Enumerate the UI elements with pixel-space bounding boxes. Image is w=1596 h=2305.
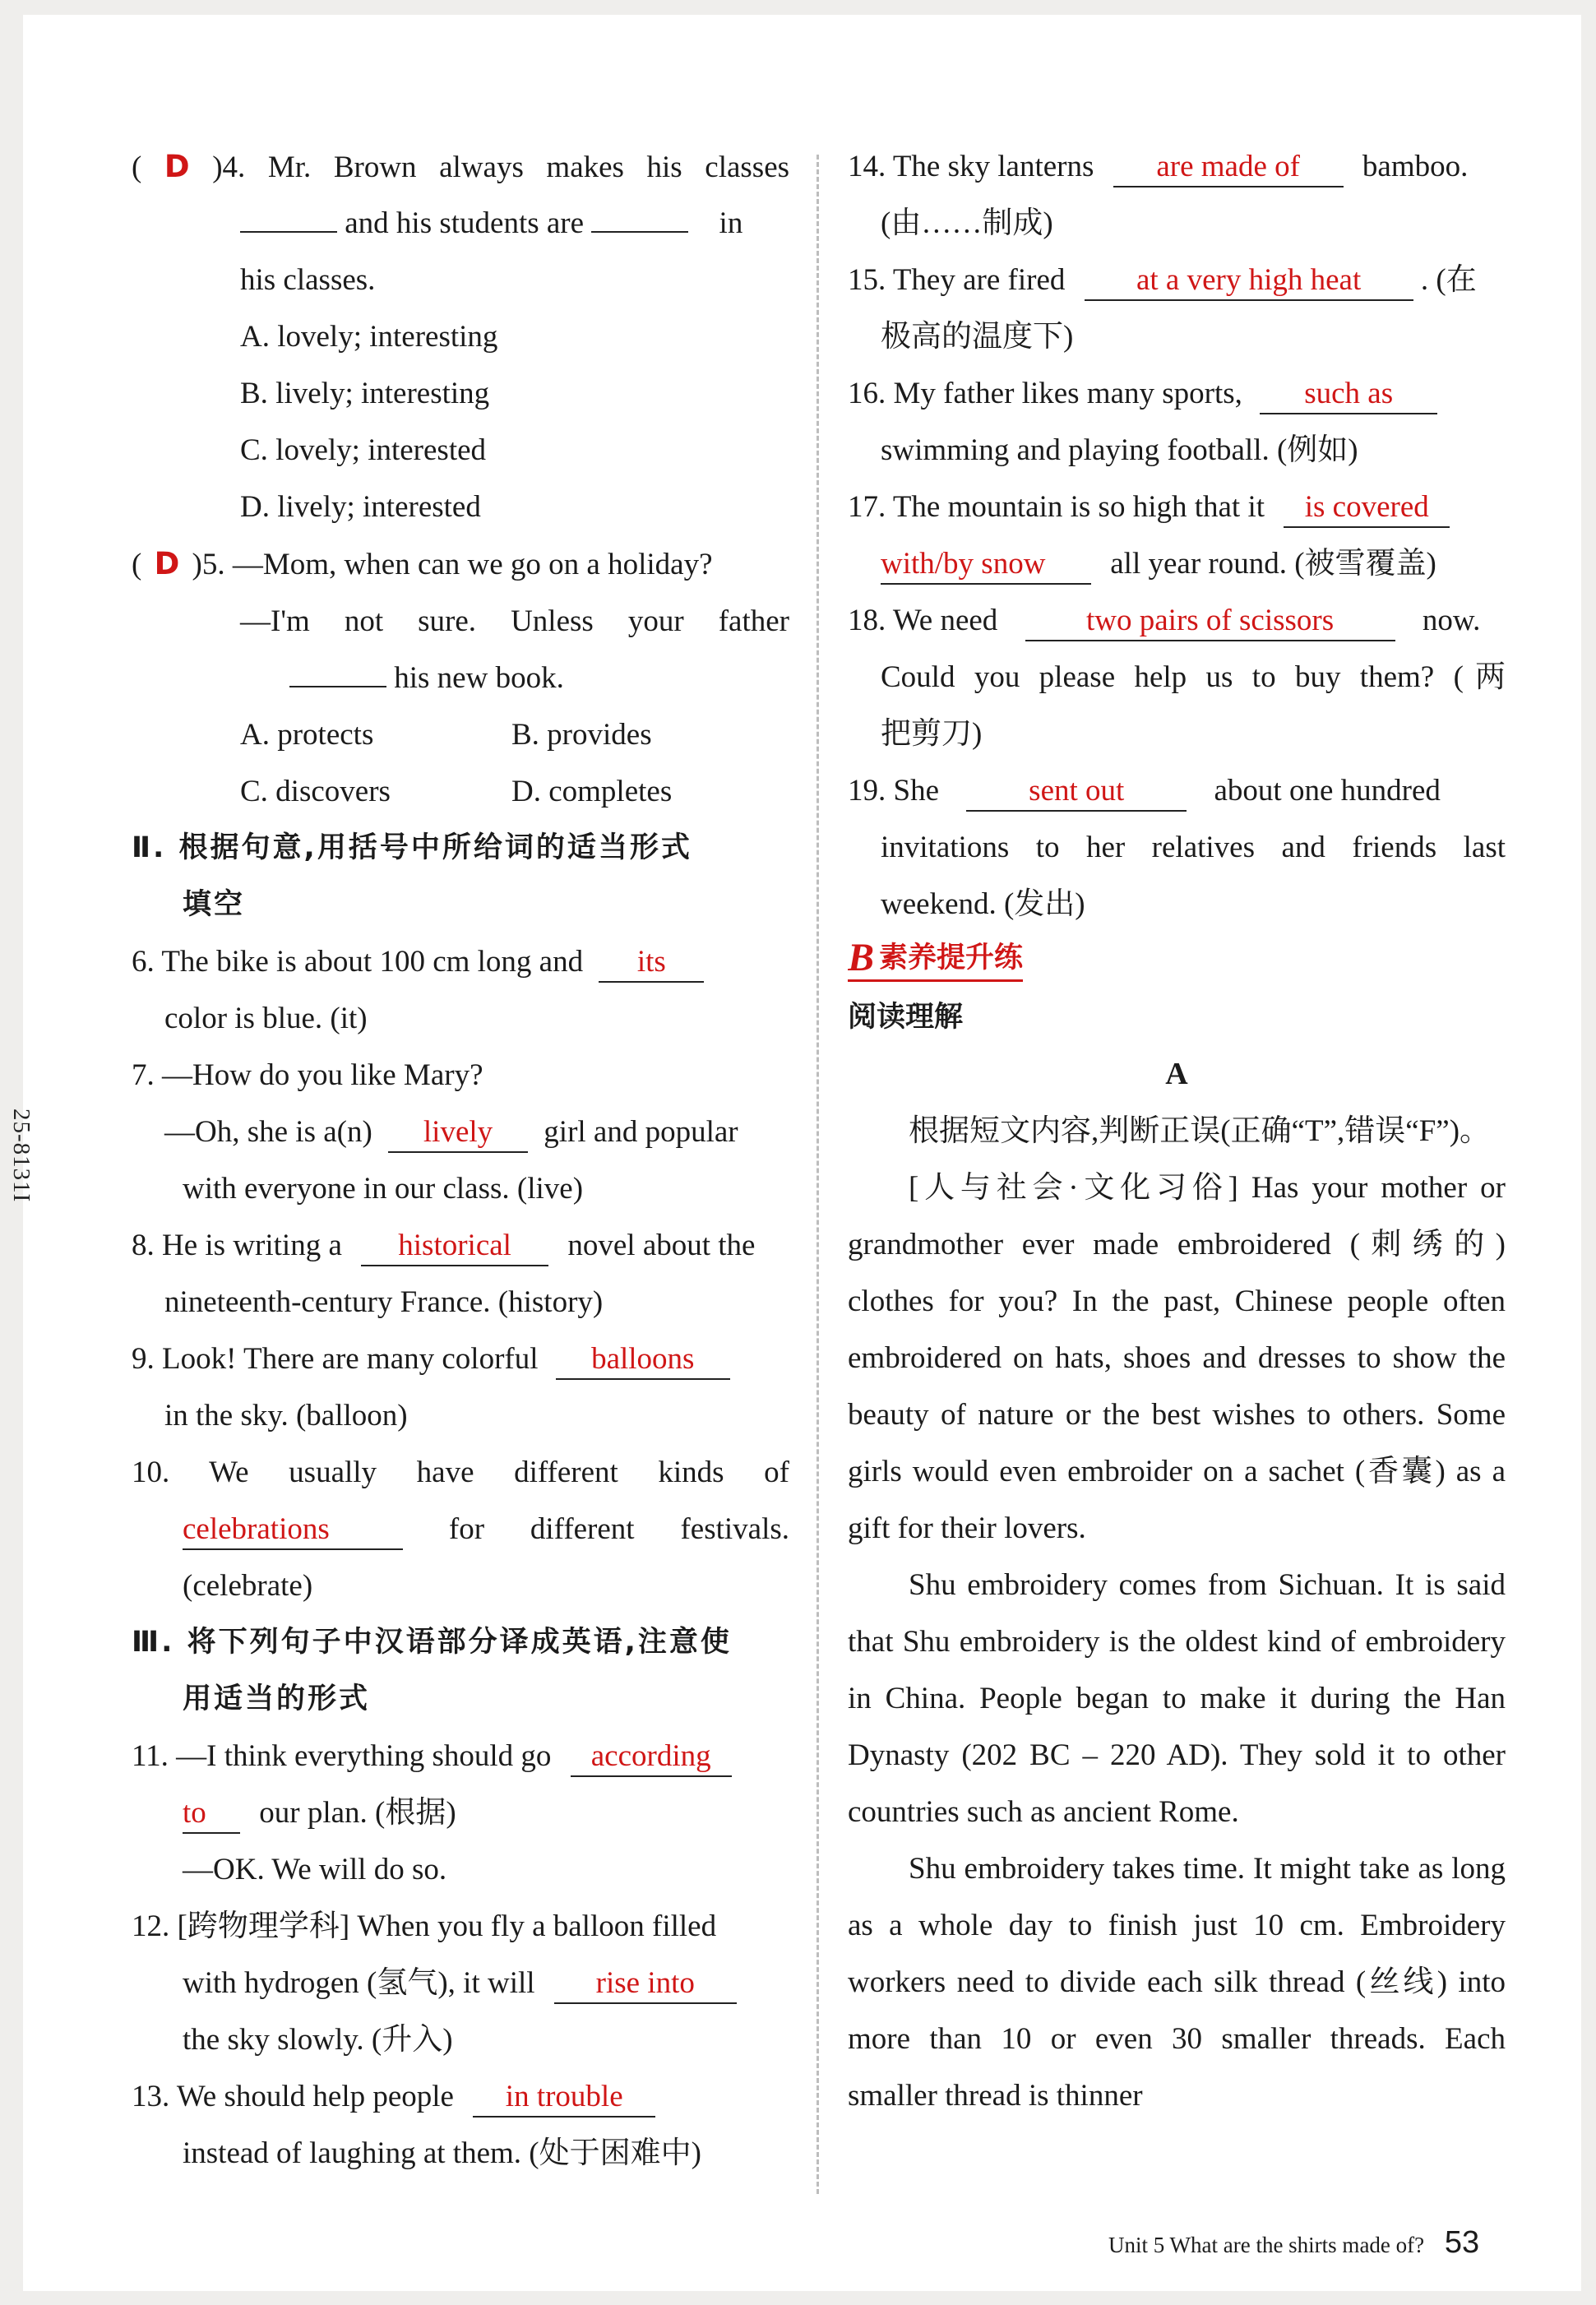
q11-line2: to our plan. (根据) [132,1784,789,1841]
q8-answer: historical [361,1229,548,1266]
section-b-title: 素养提升练 [879,942,1024,974]
q5-answer: D [154,546,180,581]
q18-line3: 把剪刀) [881,717,983,751]
section2-title-cont: 填空 [183,888,246,921]
q4-line1: ( D )4. Mr. Brown always makes his classes [132,149,789,184]
q4-answer: D [164,149,190,184]
q12-line1: 12. [跨物理学科] When you fly a balloon filled [132,1909,717,1943]
reading-title: 阅读理解 [848,1001,964,1034]
q4-option-d: D. lively; interested [240,490,481,524]
q15-line1: 15. They are fired at a very high heat . (在 [848,252,1506,308]
page-footer [1108,2225,1479,2261]
q11-answer-2: to [183,1796,240,1834]
q6-answer: its [599,945,704,983]
q5-line1: ( D )5. —Mom, when can we go on a holiday? [132,546,713,581]
q6-line2: color is blue. (it) [164,1002,368,1035]
footer-unit: Unit 5 What are the shirts made of? [1108,2233,1425,2257]
q19-line3: weekend. (发出) [881,887,1085,921]
left-column [132,138,789,2182]
q4-blank-1 [240,195,337,233]
q4-line3: his classes. [240,263,376,297]
q5-blank [289,650,386,687]
q15-answer: at a very high heat [1085,263,1413,301]
q5-options-row2 [132,763,789,820]
q13-line1: 13. We should help people in trouble [132,2068,789,2125]
q16-line1: 16. My father likes many sports, such as [848,365,1506,422]
section2-title: Ⅱ. 根据句意,用括号中所给词的适当形式 [132,831,692,864]
q18-line1: 18. We need two pairs of scissors now. [848,592,1506,649]
q4-option-b: B. lively; interesting [240,377,490,410]
column-divider [817,155,819,2194]
q14-answer: are made of [1113,150,1344,187]
q5-option-b: B. provides [511,718,652,752]
q4-option-c: C. lovely; interested [240,433,487,467]
q9-answer: balloons [556,1342,730,1380]
q5-option-c: C. discovers [240,775,391,808]
q4-option-a: A. lovely; interesting [240,320,498,354]
q18-answer: two pairs of scissors [1025,604,1395,641]
q14-line1: 14. The sky lanterns are made of bamboo. [848,138,1506,195]
q8-line2: nineteenth-century France. (history) [164,1285,604,1319]
q15-line2: 极高的温度下) [881,320,1074,354]
q4-blank-2 [591,195,688,233]
section-b-letter: B [848,936,875,979]
page-number: 53 [1444,2225,1480,2260]
q5-line2: —I'm not sure. Unless your father [240,604,789,638]
q7-line2: —Oh, she is a(n) lively girl and popular [132,1104,789,1160]
q6-line1: 6. The bike is about 100 cm long and its [132,933,789,990]
q18-line2: Could you please help us to buy them? (两 [881,660,1506,694]
page [8,15,1581,2291]
section-b-badge [848,937,1023,982]
q7-line3: with everyone in our class. (live) [183,1172,584,1206]
q5-options-row1 [132,706,789,763]
instruction: 根据短文内容,判断正误(正确“T”,错误“F”)。 [909,1114,1491,1148]
q16-answer: such as [1260,377,1437,414]
paragraph-3: Shu embroidery takes time. It might take as long as a whole day to finish just 10 cm. Embroidery workers need to divide each silk thread (丝线) into more than 10 or even 30 smaller threads. Each smaller thread is thinner [848,1852,1506,2113]
q19-line1: 19. She sent out about one hundred [848,762,1506,819]
q5-line3: his new book. [132,650,789,706]
paragraph-2: Shu embroidery comes from Sichuan. It is said that Shu embroidery is the oldest kind of embroidery in China. People began to make it during the Han Dynasty (202 BC – 220 AD). They sold it to other countries such as ancient Rome. [848,1568,1506,1829]
q17-line1: 17. The mountain is so high that it is covered [848,479,1506,535]
paragraph-1: [人与社会·文化习俗] Has your mother or grandmother ever made embroidered (刺绣的) clothes for you? In the past, Chinese people often embroidered on hats, shoes and dresses to show the beauty of nature or the best wishes to others. Some girls would even embroider on a sachet (香囊) as a gift for their lovers. [848,1171,1506,1545]
q5-option-a: A. protects [240,718,374,752]
section3-title: Ⅲ. 将下列句子中汉语部分译成英语,注意使 [132,1626,732,1659]
q19-answer: sent out [966,774,1187,812]
q12-line2: with hydrogen (氢气), it will rise into [132,1955,789,2011]
q17-answer-2: with/by snow [881,547,1091,585]
q10-answer: celebrations [183,1512,403,1550]
q9-line1: 9. Look! There are many colorful balloons [132,1331,789,1387]
q14-line2: (由……制成) [881,206,1053,240]
q13-line2: instead of laughing at them. (处于困难中) [183,2136,701,2170]
q17-answer-1: is covered [1284,490,1450,528]
q7-answer: lively [388,1115,528,1153]
q10-line3: (celebrate) [183,1569,313,1603]
q5-option-d: D. completes [511,775,673,808]
q11-answer-1: according [571,1739,732,1777]
q10-line2: celebrations for different festivals. [132,1501,789,1557]
q4-line2: and his students are in [132,195,789,252]
q8-line1: 8. He is writing a historical novel about the [132,1217,789,1274]
passage-label: A [1165,1057,1188,1091]
q11-line3: —OK. We will do so. [183,1853,447,1886]
q9-line2: in the sky. (balloon) [164,1399,408,1433]
q12-answer: rise into [554,1966,737,2004]
q16-line2: swimming and playing football. (例如) [881,433,1358,467]
q10-line1: 10. We usually have different kinds of [132,1456,789,1489]
q13-answer: in trouble [473,2080,655,2118]
right-column [848,138,1506,2124]
section3-title-cont: 用适当的形式 [183,1682,371,1715]
section-b-header [848,933,1506,989]
q7-line1: 7. —How do you like Mary? [132,1058,483,1092]
q19-line2: invitations to her relatives and friends last [881,831,1506,864]
side-code: 25-8131I [8,1109,35,1203]
q17-line2: with/by snow all year round. (被雪覆盖) [848,535,1506,592]
q12-line3: the sky slowly. (升入) [183,2023,453,2057]
q11-line1: 11. —I think everything should go according [132,1728,789,1784]
